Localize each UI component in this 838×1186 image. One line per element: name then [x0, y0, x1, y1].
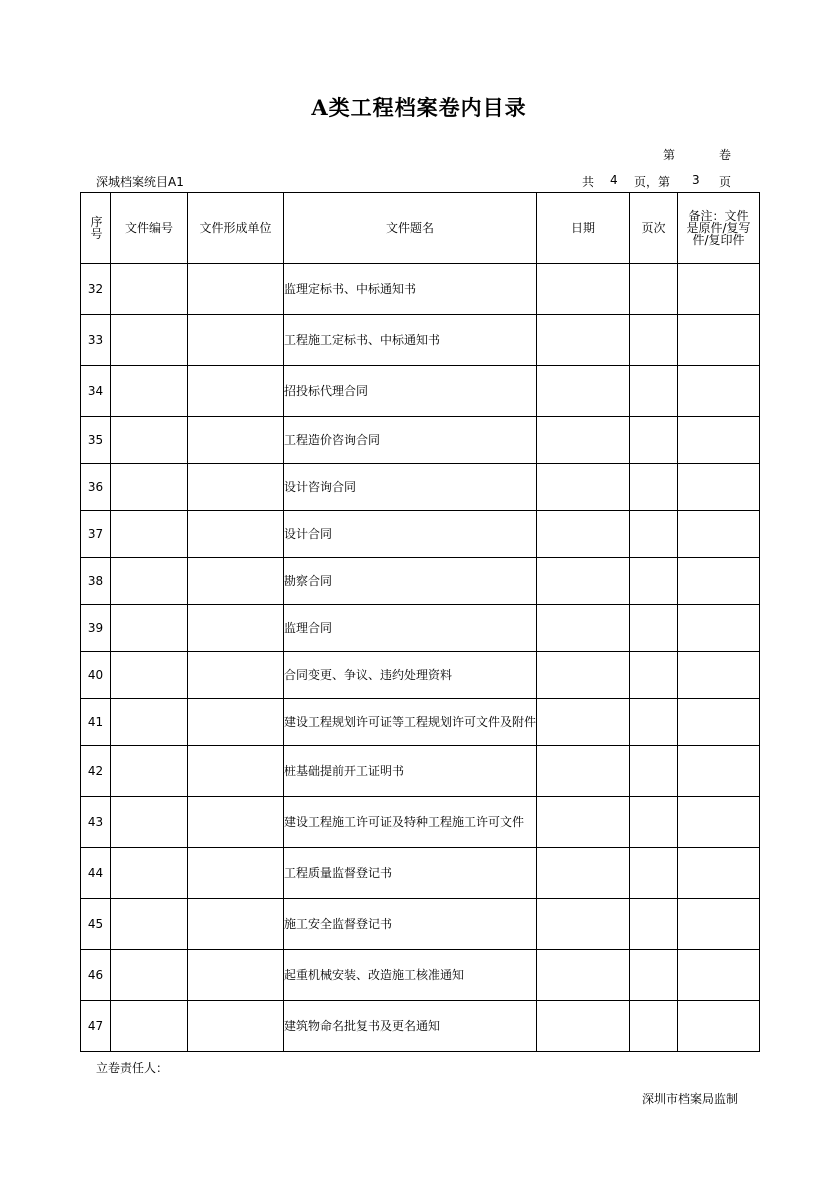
table-row: [81, 511, 760, 558]
cell-seq: 46: [81, 950, 111, 1001]
header-page-no: 页次: [630, 193, 678, 264]
header-seq: 序号: [81, 193, 111, 264]
cell-seq: 35: [81, 417, 111, 464]
table-row: [81, 746, 760, 797]
cell-doc-no: [111, 417, 188, 464]
cell-page-no: [630, 848, 678, 899]
pages-suffix: 页: [719, 175, 732, 189]
cell-page-no: [630, 464, 678, 511]
cell-seq: 39: [81, 605, 111, 652]
cell-note: [678, 417, 760, 464]
cell-note: [678, 899, 760, 950]
cell-seq: 32: [81, 264, 111, 315]
cell-unit: [188, 652, 284, 699]
cell-unit: [188, 605, 284, 652]
cell-page-no: [630, 746, 678, 797]
cell-note: [678, 797, 760, 848]
header-unit: 文件形成单位: [188, 193, 284, 264]
cell-note: [678, 605, 760, 652]
cell-doc-title: 建筑物命名批复书及更名通知: [284, 1001, 537, 1052]
cell-date: [537, 652, 630, 699]
cell-note: [678, 848, 760, 899]
cell-unit: [188, 699, 284, 746]
cell-page-no: [630, 950, 678, 1001]
cell-doc-title: 招投标代理合同: [284, 366, 537, 417]
responsible-label: 立卷责任人：: [96, 1061, 169, 1075]
cell-page-no: [630, 511, 678, 558]
cell-seq: 40: [81, 652, 111, 699]
cell-note: [678, 699, 760, 746]
cell-doc-title: 设计合同: [284, 511, 537, 558]
cell-doc-no: [111, 464, 188, 511]
cell-page-no: [630, 366, 678, 417]
cell-seq: 43: [81, 797, 111, 848]
pages-total-prefix: 共: [582, 175, 595, 189]
cell-note: [678, 366, 760, 417]
cell-doc-no: [111, 746, 188, 797]
volume-prefix: 第: [663, 148, 676, 162]
table-row: [81, 1001, 760, 1052]
cell-seq: 38: [81, 558, 111, 605]
cell-page-no: [630, 264, 678, 315]
cell-doc-title: 建设工程规划许可证等工程规划许可文件及附件: [284, 699, 537, 746]
cell-unit: [188, 1001, 284, 1052]
cell-date: [537, 264, 630, 315]
cell-unit: [188, 366, 284, 417]
table-row: [81, 699, 760, 746]
cell-page-no: [630, 652, 678, 699]
cell-seq: 37: [81, 511, 111, 558]
cell-doc-title: 建设工程施工许可证及特种工程施工许可文件: [284, 797, 537, 848]
table-row: [81, 366, 760, 417]
page-title: A类工程档案卷内目录: [311, 95, 527, 120]
cell-doc-title: 合同变更、争议、违约处理资料: [284, 652, 537, 699]
header-doc-title: 文件题名: [284, 193, 537, 264]
cell-note: [678, 950, 760, 1001]
cell-doc-title: 工程造价咨询合同: [284, 417, 537, 464]
cell-date: [537, 366, 630, 417]
header-note: 备注：文件是原件/复写件/复印件: [678, 193, 760, 264]
cell-page-no: [630, 417, 678, 464]
cell-page-no: [630, 558, 678, 605]
cell-seq: 41: [81, 699, 111, 746]
table-row: [81, 899, 760, 950]
cell-doc-title: 勘察合同: [284, 558, 537, 605]
cell-date: [537, 417, 630, 464]
table-row: [81, 558, 760, 605]
cell-date: [537, 950, 630, 1001]
pages-mid: 页，第: [634, 175, 671, 189]
cell-doc-no: [111, 899, 188, 950]
header-row: [81, 193, 760, 264]
cell-note: [678, 464, 760, 511]
cell-unit: [188, 899, 284, 950]
cell-unit: [188, 848, 284, 899]
cell-doc-no: [111, 1001, 188, 1052]
cell-doc-no: [111, 652, 188, 699]
issuer-label: 深圳市档案局监制: [642, 1092, 739, 1106]
cell-unit: [188, 417, 284, 464]
cell-doc-no: [111, 797, 188, 848]
cell-date: [537, 315, 630, 366]
cell-seq: 36: [81, 464, 111, 511]
cell-doc-no: [111, 699, 188, 746]
header-doc-no: 文件编号: [111, 193, 188, 264]
cell-date: [537, 699, 630, 746]
table-row: [81, 950, 760, 1001]
cell-seq: 47: [81, 1001, 111, 1052]
table-row: [81, 315, 760, 366]
table-row: [81, 848, 760, 899]
volume-suffix: 卷: [719, 148, 732, 162]
cell-note: [678, 315, 760, 366]
table-row: [81, 464, 760, 511]
cell-doc-title: 监理定标书、中标通知书: [284, 264, 537, 315]
cell-page-no: [630, 797, 678, 848]
cell-doc-no: [111, 950, 188, 1001]
cell-doc-no: [111, 558, 188, 605]
table-row: [81, 652, 760, 699]
cell-date: [537, 464, 630, 511]
cell-doc-title: 起重机械安装、改造施工核准通知: [284, 950, 537, 1001]
cell-date: [537, 558, 630, 605]
cell-unit: [188, 264, 284, 315]
cell-page-no: [630, 315, 678, 366]
cell-note: [678, 652, 760, 699]
table-row: [81, 797, 760, 848]
cell-unit: [188, 950, 284, 1001]
cell-page-no: [630, 699, 678, 746]
cell-doc-title: 监理合同: [284, 605, 537, 652]
cell-unit: [188, 746, 284, 797]
cell-unit: [188, 464, 284, 511]
cell-doc-no: [111, 511, 188, 558]
table-row: [81, 264, 760, 315]
cell-seq: 44: [81, 848, 111, 899]
table-row: [81, 605, 760, 652]
cell-unit: [188, 558, 284, 605]
cell-date: [537, 797, 630, 848]
cell-doc-no: [111, 366, 188, 417]
catalog-table: [80, 192, 760, 1052]
cell-note: [678, 511, 760, 558]
cell-seq: 33: [81, 315, 111, 366]
cell-page-no: [630, 1001, 678, 1052]
cell-page-no: [630, 605, 678, 652]
cell-doc-title: 施工安全监督登记书: [284, 899, 537, 950]
cell-date: [537, 1001, 630, 1052]
pages-total: 4: [610, 173, 618, 187]
header-date: 日期: [537, 193, 630, 264]
cell-unit: [188, 511, 284, 558]
cell-note: [678, 1001, 760, 1052]
cell-note: [678, 558, 760, 605]
cell-unit: [188, 315, 284, 366]
cell-doc-title: 设计咨询合同: [284, 464, 537, 511]
cell-note: [678, 746, 760, 797]
cell-doc-no: [111, 848, 188, 899]
cell-doc-title: 工程施工定标书、中标通知书: [284, 315, 537, 366]
cell-doc-title: 桩基础提前开工证明书: [284, 746, 537, 797]
pages-current: 3: [692, 173, 700, 187]
cell-unit: [188, 797, 284, 848]
cell-date: [537, 511, 630, 558]
cell-seq: 42: [81, 746, 111, 797]
form-code: 深城档案统目A1: [96, 175, 184, 189]
cell-date: [537, 899, 630, 950]
cell-doc-title: 工程质量监督登记书: [284, 848, 537, 899]
cell-doc-no: [111, 264, 188, 315]
cell-doc-no: [111, 315, 188, 366]
cell-date: [537, 605, 630, 652]
table-row: [81, 417, 760, 464]
cell-date: [537, 746, 630, 797]
cell-date: [537, 848, 630, 899]
cell-page-no: [630, 899, 678, 950]
cell-seq: 34: [81, 366, 111, 417]
cell-doc-no: [111, 605, 188, 652]
cell-seq: 45: [81, 899, 111, 950]
cell-note: [678, 264, 760, 315]
